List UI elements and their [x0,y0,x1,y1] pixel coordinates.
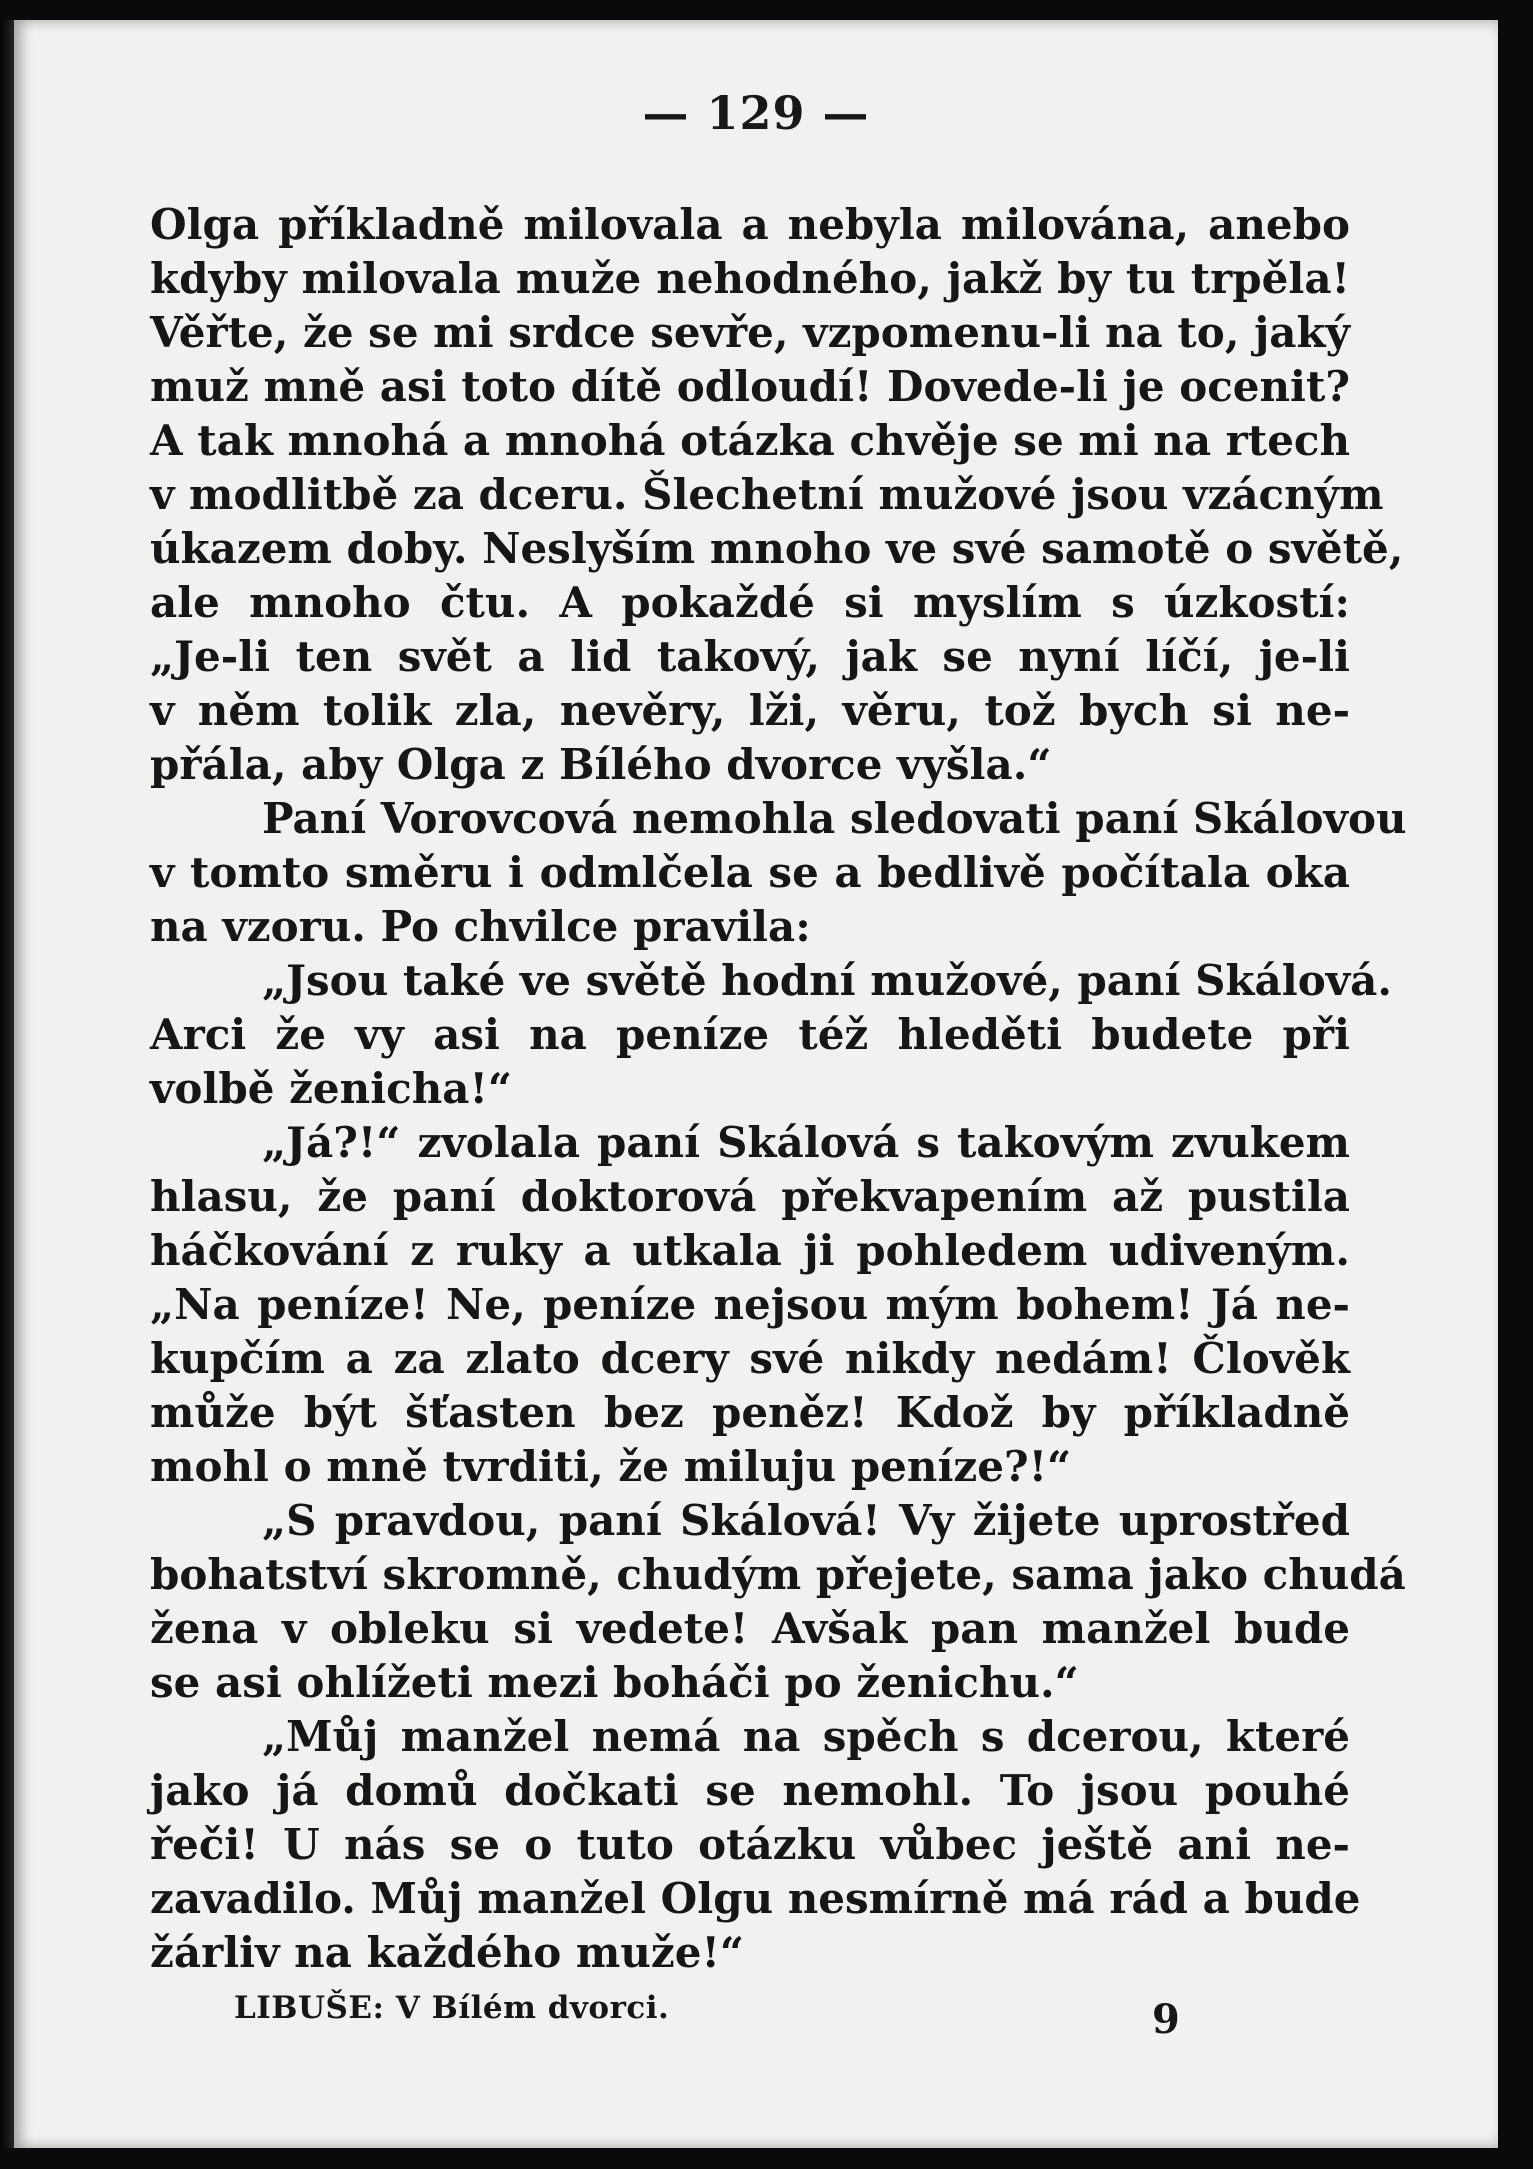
text-line: volbě ženicha!“ [150,1064,513,1113]
page-number: — 129 — [642,86,870,140]
text-line: kdyby milovala muže nehodného, jakž by tu trpěla! [150,254,1350,303]
text-line: Olga příkladně milovala a nebyla milována, anebo [150,200,1350,249]
text-line: žena v obleku si vedete! Avšak pan manžel bude [150,1604,1350,1653]
text-line: „Já?!“ zvolala paní Skálová s takovým zvukem [262,1118,1350,1167]
text-line: úkazem doby. Neslyším mnoho ve své samotě o světě, [150,524,1404,573]
text-line: muž mně asi toto dítě odloudí! Dovede-li je ocenit? [150,362,1350,411]
book-page [14,20,1498,2148]
text-line: kupčím a za zlato dcery své nikdy nedám! Člověk [150,1334,1350,1383]
footer-book-title: LIBUŠE: V Bílém dvorci. [234,1990,670,2026]
text-line: „Na peníze! Ne, peníze nejsou mým bohem! Já ne- [150,1280,1350,1329]
text-line: Věřte, že se mi srdce sevře, vzpomenu-li na to, jaký [150,308,1350,357]
text-line: řeči! U nás se o tuto otázku vůbec ještě ani ne- [150,1820,1350,1869]
text-line: se asi ohlížeti mezi boháči po ženichu.“ [150,1658,1079,1707]
text-line: hlasu, že paní doktorová překvapením až pustila [150,1172,1350,1221]
text-line: Arci že vy asi na peníze též hleděti budete při [150,1010,1350,1059]
text-line: bohatství skromně, chudým přejete, sama jako chudá [150,1550,1406,1599]
text-line: může být šťasten bez peněz! Kdož by příkladně [150,1388,1350,1437]
text-line: „Jsou také ve světě hodní mužové, paní Skálová. [262,956,1392,1005]
text-line: na vzoru. Po chvilce pravila: [150,902,811,951]
text-line: „Je-li ten svět a lid takový, jak se nyní líčí, je-li [150,632,1350,681]
text-line: „Můj manžel nemá na spěch s dcerou, které [262,1712,1350,1761]
text-line: přála, aby Olga z Bílého dvorce vyšla.“ [150,740,1052,789]
text-line: zavadilo. Můj manžel Olgu nesmírně má rád a bude [150,1874,1361,1923]
text-line: v modlitbě za dceru. Šlechetní mužové jsou vzácným [150,470,1384,519]
text-line: v tomto směru i odmlčela se a bedlivě počítala oka [150,848,1350,897]
text-line: ale mnoho čtu. A pokaždé si myslím s úzkostí: [150,578,1350,627]
text-line: žárliv na každého muže!“ [150,1928,745,1977]
text-line: háčkování z ruky a utkala ji pohledem udiveným. [150,1226,1350,1275]
text-line: Paní Vorovcová nemohla sledovati paní Skálovou [262,794,1407,843]
text-line: „S pravdou, paní Skálová! Vy žijete uprostřed [262,1496,1350,1545]
text-line: jako já domů dočkati se nemohl. To jsou pouhé [150,1766,1350,1815]
text-line: A tak mnohá a mnohá otázka chvěje se mi na rtech [150,416,1351,465]
text-line: mohl o mně tvrditi, že miluju peníze?!“ [150,1442,1072,1491]
text-line: v něm tolik zla, nevěry, lži, věru, tož bych si ne- [150,686,1350,735]
signature-mark: 9 [1152,1996,1180,2043]
body-text [150,198,1407,1980]
